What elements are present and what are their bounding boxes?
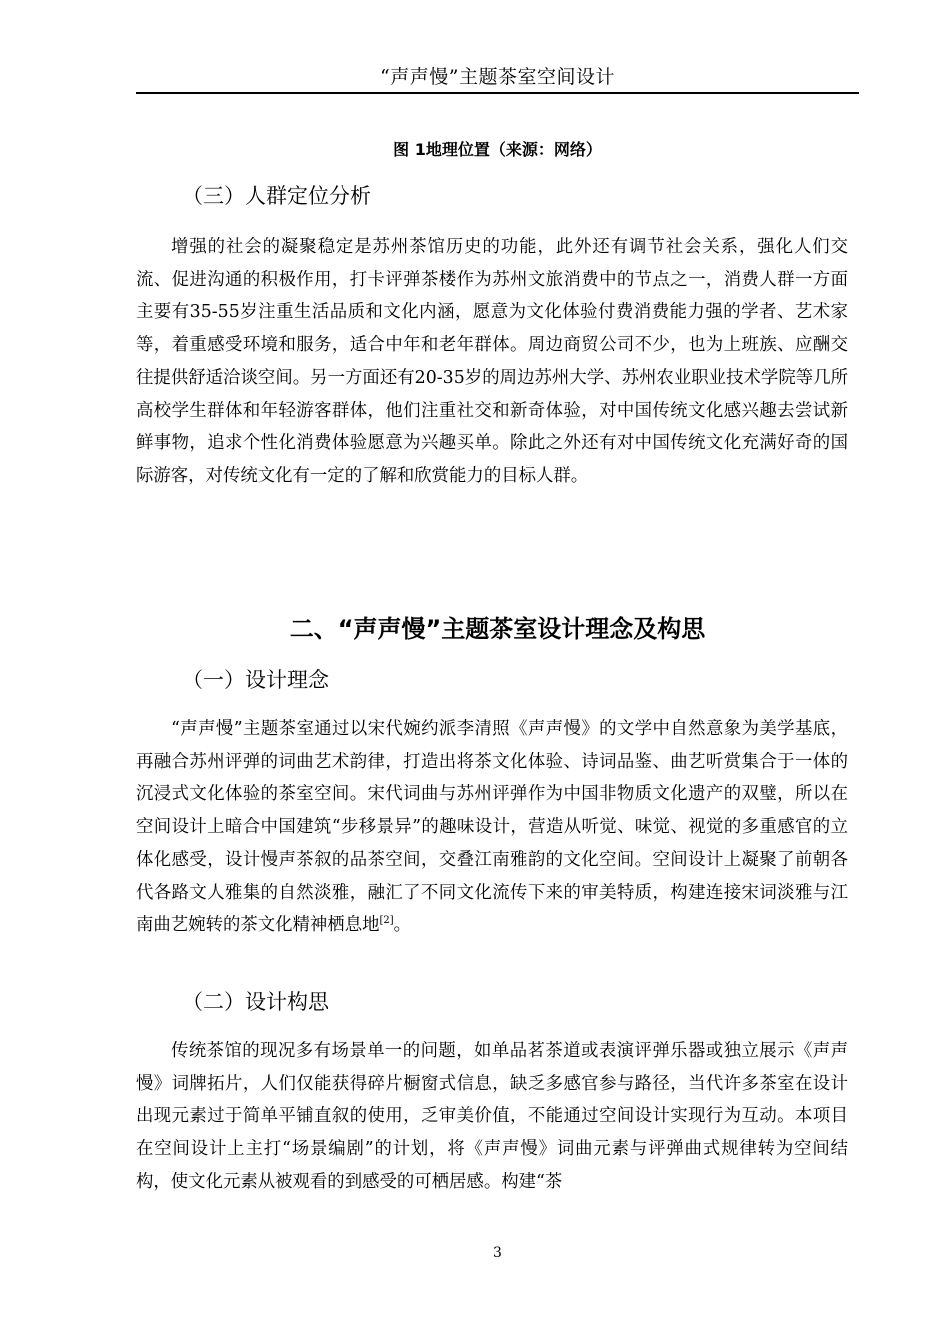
section-heading-text: （三）人群定位分析 <box>182 184 371 208</box>
running-header: “声声慢”主题茶室空间设计 <box>380 66 615 88</box>
header-rule <box>136 92 859 94</box>
section-heading-design-concept <box>136 666 859 694</box>
paragraph-end: 。 <box>393 915 412 936</box>
paragraph-crowd-analysis: 增强的社会的凝聚稳定是苏州茶馆历史的功能，此外还有调节社会关系，强化人们交流、促进沟通的积极作用，打卡评弹茶楼作为苏州文旅消费中的节点之一，消费人群一方面主要有35-55岁注重生活品质和文化内涵，愿意为文化体验付费消费能力强的学者、艺术家等，着重感受环境和服务，适合中年和老年群体。周边商贸公司不少，也为上班族、应酬交往提供舒适洽谈空间。另一方面还有20-35岁的周边苏州大学、苏州农业职业技术学院等几所高校学生群体和年轻游客群体，他们注重社交和新奇体验，对中国传统文化感兴趣去尝试新鲜事物，追求个性化消费体验愿意为兴趣买单。除此之外还有对中国传统文化充满好奇的国际游客，对传统文化有一定的了解和欣赏能力的目标人群。 <box>136 237 848 486</box>
page-number: 3 <box>493 1245 502 1261</box>
section-heading-text: （一）设计理念 <box>182 668 329 692</box>
paragraph-text: “声声慢”主题茶室通过以宋代婉约派李清照《声声慢》的文学中自然意象为美学基底，再融合苏州评弹的词曲艺术韵律，打造出将茶文化体验、诗词品鉴、曲艺听赏集合于一体的沉浸式文化体验的茶室空间。宋代词曲与苏州评弹作为中国非物质文化遗产的双璧，所以在空间设计上暗合中国建筑“步移景异”的趣味设计，营造从听觉、味觉、视觉的多重感官的立体化感受，设计慢声茶叙的品茶空间，交叠江南雅韵的文化空间。空间设计上凝聚了前朝各代各路文人雅集的自然淡雅，融汇了不同文化流传下来的审美特质，构建连接宋词淡雅与江南曲艺婉转的茶文化精神栖息地 <box>136 719 848 936</box>
section-heading-crowd-analysis <box>136 182 859 210</box>
section-heading-design-idea <box>136 988 859 1016</box>
paragraph-design-concept <box>136 713 848 942</box>
figure-caption: 图 1地理位置（来源：网络） <box>393 140 602 159</box>
citation-reference: [2] <box>379 915 394 927</box>
section-heading-text: （二）设计构思 <box>182 990 329 1014</box>
chapter-heading: 二、“声声慢”主题茶室设计理念及构思 <box>289 615 706 643</box>
paragraph-design-idea: 传统茶馆的现况多有场景单一的问题，如单品茗茶道或表演评弹乐器或独立展示《声声慢》词牌拓片，人们仅能获得碎片橱窗式信息，缺乏多感官参与路径，当代许多茶室在设计出现元素过于简单平铺直叙的使用，乏审美价值，不能通过空间设计实现行为互动。本项目在空间设计上主打“场景编剧”的计划，将《声声慢》词曲元素与评弹曲式规律转为空间结构，使文化元素从被观看的到感受的可栖居感。构建“茶 <box>136 1041 848 1192</box>
